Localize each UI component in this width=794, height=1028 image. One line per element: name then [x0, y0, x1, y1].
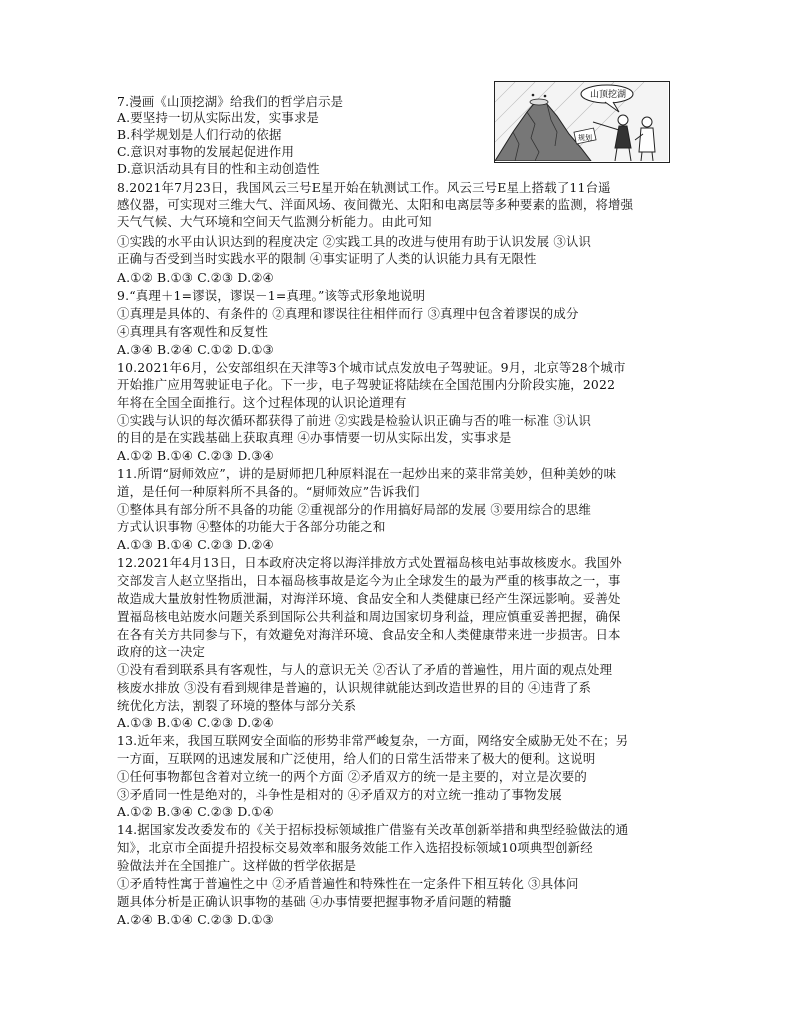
q7-option-a: A.要坚持一切从实际出发，实事求是 [117, 110, 320, 125]
q13-statements: ①任何事物都包含着对立统一的两个方面 ②矛盾双方的统一是主要的，对立是次要的 [117, 769, 587, 784]
q14-options: A.②④ B.①④ C.②③ D.①③ [117, 912, 274, 927]
question-12-stem: 故造成大量放射性物质泄漏，对海洋环境、食品安全和人类健康已经产生深远影响。妥善处 [117, 591, 621, 606]
q14-statements: ①矛盾特性寓于普遍性之中 ②矛盾普遍性和特殊性在一定条件下相互转化 ③具体问 [117, 876, 579, 891]
q7-option-b: B.科学规划是人们行动的依据 [117, 127, 282, 142]
q7-option-c: C.意识对事物的发展起促进作用 [117, 144, 295, 159]
q11-statements: 方式认识事物 ④整体的功能大于各部分功能之和 [117, 519, 386, 534]
q13-statements: ③矛盾同一性是绝对的，斗争性是相对的 ④矛盾双方的对立统一推动了事物发展 [117, 787, 562, 802]
question-12-stem: 12.2021年4月13日，日本政府决定将以海洋排放方式处置福岛核电站事故核废水。我国外 [117, 555, 622, 570]
question-14-stem: 验做法并在全国推广。这样做的哲学依据是 [117, 858, 357, 873]
cartoon-drawing-icon [495, 82, 668, 161]
q10-options: A.①② B.①④ C.②③ D.③④ [117, 448, 274, 463]
question-14-stem: 知》，北京市全面提升招投标交易效率和服务效能工作入选招投标领域10项典型创新经 [117, 840, 593, 855]
question-8-stem: 8.2021年7月23日，我国风云三号E星开始在轨测试工作。风云三号E星上搭载了11台遥 [117, 180, 611, 195]
q12-statements: ①没有看到联系具有客观性，与人的意识无关 ②否认了矛盾的普遍性，用片面的观点处理 [117, 662, 613, 677]
q13-options: A.①② B.③④ C.②③ D.①④ [117, 804, 274, 819]
question-13-stem: 一方面，互联网的迅速发展和广泛使用，给人们的日常生活带来了极大的便利。这说明 [117, 751, 596, 766]
q9-statements: ①真理是具体的、有条件的 ②真理和谬误往往相伴而行 ③真理中包含着谬误的成分 [117, 306, 579, 321]
question-14-stem: 14.据国家发改委发布的《关于招标投标领域推广借鉴有关改革创新举措和典型经验做法的通 [117, 822, 629, 837]
q12-statements: 核废水排放 ③没有看到规律是普遍的，认识规律就能达到改造世界的目的 ④违背了系 [117, 680, 592, 695]
q12-statements: 统优化方法，割裂了环境的整体与部分关系 [117, 698, 357, 713]
q8-statements: ①实践的水平由认识达到的程度决定 ②实践工具的改进与使用有助于认识发展 ③认识 [117, 234, 592, 249]
question-8-stem: 天气气候、大气环境和空间天气监测分析能力。由此可知 [117, 214, 432, 229]
q10-statements: 的目的是在实践基础上获取真理 ④办事情要一切从实际出发，实事求是 [117, 430, 512, 445]
question-10-stem: 年将在全国全面推行。这个过程体现的认识论道理有 [117, 395, 407, 410]
question-10-stem: 开始推广应用驾驶证电子化。下一步，电子驾驶证将陆续在全国范围内分阶段实施，2022 [117, 377, 616, 392]
q10-statements: ①实践与认识的每次循环都获得了前进 ②实践是检验认识正确与否的唯一标准 ③认识 [117, 413, 592, 428]
q14-statements: 题具体分析是正确认识事物的基础 ④办事情要把握事物矛盾问题的精髓 [117, 894, 512, 909]
question-11-stem: 11.所谓“厨师效应”，讲的是厨师把几种原料混在一起炒出来的菜非常美妙，但种美妙的味 [117, 466, 617, 481]
cartoon-illustration [494, 81, 670, 163]
question-12-stem: 在各有关方共同参与下，有效避免对海洋环境、食品安全和人类健康带来进一步损害。日本 [117, 627, 621, 642]
sign-text: 规划 [578, 134, 592, 142]
q8-statements: 正确与否受到当时实践水平的限制 ④事实证明了人类的认识能力具有无限性 [117, 251, 537, 266]
question-12-stem: 交部发言人赵立坚指出，日本福岛核事故是迄今为止全球发生的最为严重的核事故之一，事 [117, 573, 621, 588]
q7-option-d: D.意识活动具有目的性和主动创造性 [117, 161, 320, 176]
q8-options: A.①② B.①③ C.②③ D.②④ [117, 270, 274, 285]
q11-statements: ①整体具有部分所不具备的功能 ②重视部分的作用搞好局部的发展 ③要用综合的思维 [117, 502, 592, 517]
q9-options: A.③④ B.②④ C.①② D.①③ [117, 342, 274, 357]
question-11-stem: 道，是任何一种原料所不具备的。“厨师效应”告诉我们 [117, 484, 420, 499]
question-12-stem: 置福岛核电站废水问题关系到国际公共利益和周边国家切身利益，理应慎重妥善把握，确保 [117, 609, 621, 624]
question-10-stem: 10.2021年6月，公安部组织在天津等3个城市试点发放电子驾驶证。9月，北京等28个城市 [117, 360, 626, 375]
bubble-text: 山顶挖湖 [590, 90, 627, 100]
question-7-stem: 7.漫画《山顶挖湖》给我们的哲学启示是 [117, 94, 344, 109]
q11-options: A.①③ B.①④ C.②③ D.②④ [117, 537, 274, 552]
question-13-stem: 13.近年来，我国互联网安全面临的形势非常严峻复杂，一方面，网络安全威胁无处不在；另 [117, 733, 629, 748]
question-8-stem: 感仪器，可实现对三维大气、洋面风场、夜间微光、太阳和电离层等多种要素的监测，将增强 [117, 197, 634, 212]
q9-statements: ④真理具有客观性和反复性 [117, 324, 269, 339]
q12-options: A.①③ B.①④ C.②③ D.②④ [117, 715, 274, 730]
question-9-stem: 9.“真理＋1=谬误，谬误－1=真理。”该等式形象地说明 [117, 288, 426, 303]
question-12-stem: 政府的这一决定 [117, 644, 206, 659]
